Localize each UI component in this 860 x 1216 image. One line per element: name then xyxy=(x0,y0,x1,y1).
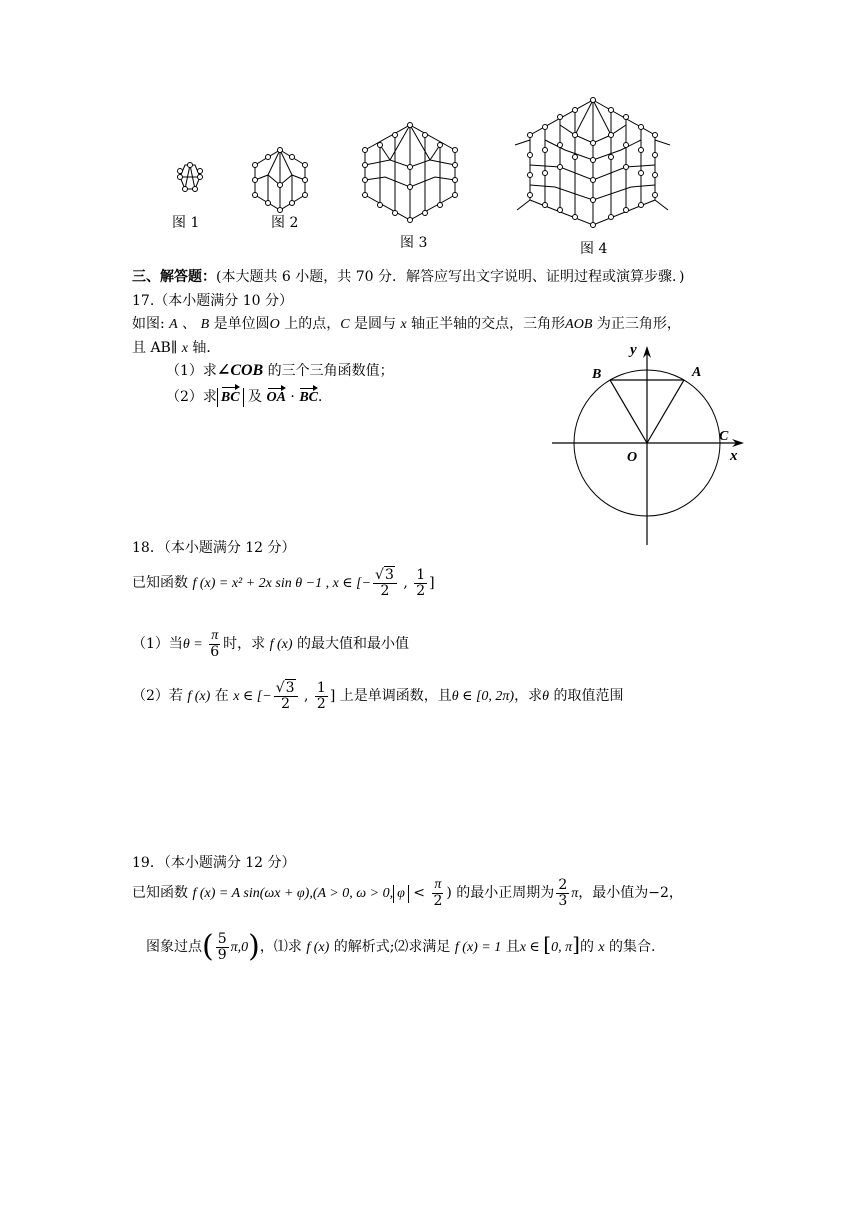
q19-line1: 已知函数 f (x) = A sin(ωx + φ),(A > 0, ω > 0, φ < $\frac{\pi}{2}$ ) 的最小正周期为 $\frac{2}{3}$ π，最小值为−2， xyxy=(132,877,683,909)
figure-caption-2: 图 2 xyxy=(271,215,299,231)
pattern-figures xyxy=(160,95,670,245)
point-C-label: C xyxy=(719,429,729,444)
figure-3 xyxy=(363,123,458,223)
unit-circle-diagram xyxy=(550,340,750,550)
point-O-label: O xyxy=(627,450,638,465)
point-B-label: B xyxy=(592,367,602,382)
q19-header: 19．（本小题满分 12 分） xyxy=(132,855,296,871)
axis-y-label: y xyxy=(630,342,637,358)
section-desc: (本大题共 6 小题，共 70 分．解答应写出文字说明、证明过程或演算步骤．) xyxy=(216,269,685,285)
figure-1 xyxy=(178,163,203,192)
q17-part1: （1）求∠COB 的三个三角函数值； xyxy=(166,362,394,379)
figure-caption-1: 图 1 xyxy=(172,215,200,231)
q17-line2: 且 AB∥ x 轴． xyxy=(132,340,221,356)
q18-part2: （2）若 f (x) 在 x ∈ [− $\frac{√3}{2}$ , $\frac{1}{2}$ ] 上是单调函数，且θ ∈ [0, 2π)，求θ 的取值范围 xyxy=(132,680,624,712)
axis-x-label: x xyxy=(730,448,738,464)
q17-part2: （2）求 BC 及 OA · BC． xyxy=(166,386,332,407)
figure-caption-4: 图 4 xyxy=(580,241,608,257)
figure-caption-3: 图 3 xyxy=(400,235,428,251)
q18-line1: 已知函数 f (x) = x² + 2x sin θ −1 , x ∈ [− $\frac{√3}{2}$ , $\frac{1}{2}$ ] xyxy=(132,567,435,599)
q17-header: 17.（本小题满分 10 分） xyxy=(132,293,293,309)
figure-2 xyxy=(253,148,308,213)
q18-header: 18．（本小题满分 12 分） xyxy=(132,540,296,556)
section-heading xyxy=(132,266,684,286)
q19-line2: 图象过点( $\frac{5}{9}$ π,0)，⑴求 f (x) 的解析式;⑵求满足 f (x) = 1 且x ∈ [0, π]的 x 的集合. xyxy=(146,929,656,965)
figure-4 xyxy=(515,98,670,228)
section-title: 三、解答题： xyxy=(132,269,216,285)
q17-intro: 如图: A 、 B 是单位圆O 上的点，C 是圆与 x 轴正半轴的交点，三角形AOB 为正三角形， xyxy=(132,316,681,332)
point-A-label: A xyxy=(692,365,702,380)
q18-part1: （1）当θ = $\frac{\pi}{6}$ 时，求 f (x) 的最大值和最小值 xyxy=(132,628,410,660)
